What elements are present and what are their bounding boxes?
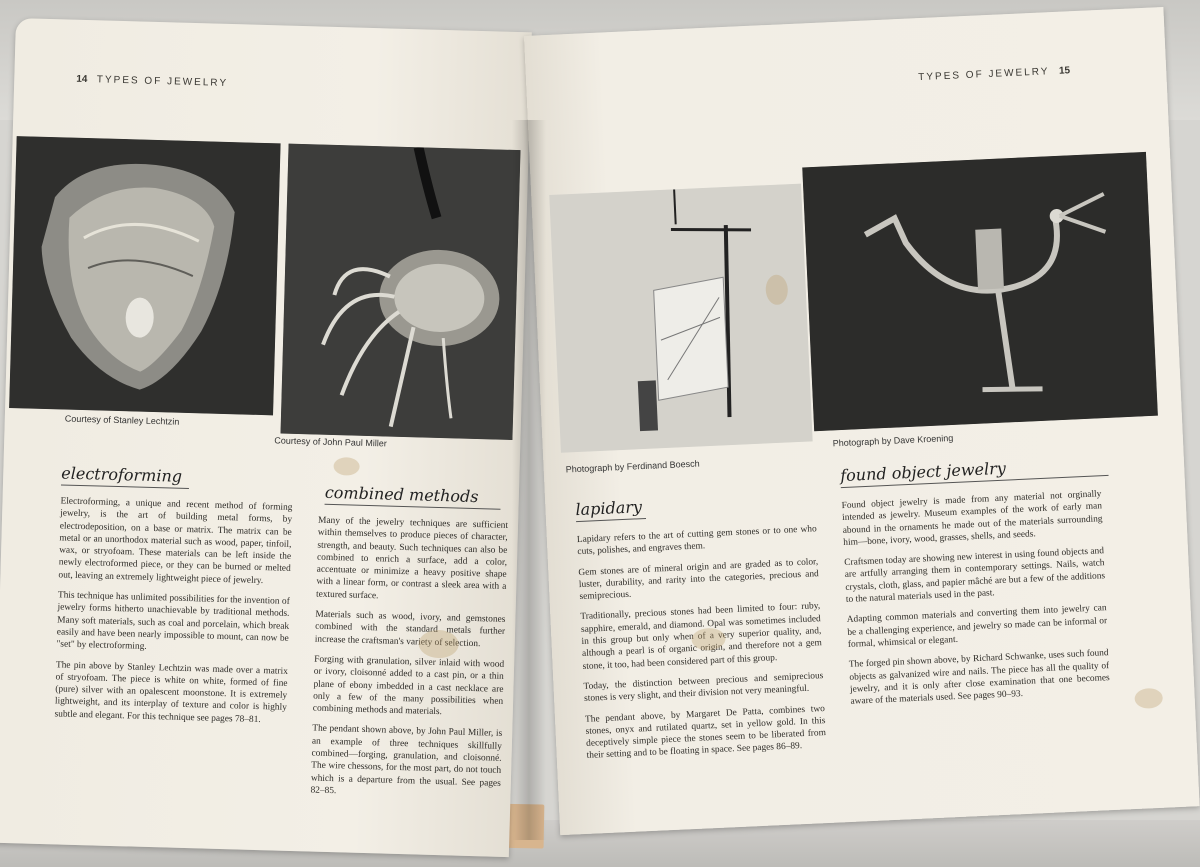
- paragraph: Craftsmen today are showing new interest in using found objects and are artfully arranging them in contemporary settings. Nails, watch crystals, cloth, glass, and papier mâché are but a few of the additions to the natural materials used in the past.: [844, 546, 1106, 606]
- left-running-head: [76, 74, 228, 89]
- found-object-body: [841, 488, 1111, 716]
- photo-electroformed-pin: [9, 136, 280, 415]
- photo-combined-pendant: [281, 144, 521, 440]
- paragraph: The pendant above, by Margaret De Patta, combines two stones, onyx and rutilated quartz, set in yellow gold. In this deceptively simple piece the stones seem to be liberated from their setting and to be floating in space. See pages 86–89.: [584, 703, 827, 762]
- caption-boesch: Photograph by Ferdinand Boesch: [565, 458, 700, 475]
- paragraph: Found object jewelry is made from any material not orginally intended as jewelry. Museum examples of the work of early man abound in the ornaments he made out of the materials surrounding him—bone, ivory, wood, grasses, shells, and seeds.: [841, 489, 1103, 548]
- paragraph: The pendant shown above, by John Paul Miller, is an example of three techniques skillfully combined—forging, granulation, and cloisonné. The wire chessons, for the most part, do not touch which is a departure from the usual. See pages 82–85.: [310, 724, 503, 797]
- right-page: [524, 7, 1200, 835]
- heading-lapidary: lapidary: [575, 497, 646, 522]
- paragraph: Materials such as wood, ivory, and gemstones combined with the standard metals further increase the craftsman's variety of selection.: [314, 609, 506, 649]
- page-number: 15: [1058, 65, 1071, 77]
- lapidary-body: [577, 523, 827, 770]
- running-head-title: TYPES OF JEWELRY: [96, 74, 229, 89]
- combined-methods-body: [310, 515, 508, 810]
- heading-electroforming: electroforming: [61, 463, 190, 489]
- right-running-head: [918, 65, 1070, 83]
- left-page: [0, 18, 532, 857]
- running-head-title: TYPES OF JEWELRY: [918, 66, 1050, 84]
- paragraph: The pin above by Stanley Lechtzin was made over a matrix of stryofoam. The piece is white on white, formed of fine (pure) silver with an opalescent moonstone. It is extremely lightweight, and its interplay of texture and color is highly subtle and elegant. For this technique see pages 78–81.: [54, 659, 289, 725]
- paragraph: Adapting common materials and converting them into jewelry can be a challenging experience, and jewelry so made can be informal or formal, whimsical or elegant.: [846, 603, 1108, 650]
- caption-lechtzin: Courtesy of Stanley Lechtzin: [64, 413, 180, 427]
- paragraph: Forging with granulation, silver inlaid with wood or ivory, cloisonné added to a cast pin, or a thin plane of ebony imbedded in a cast necklace are only a few of the many possibilities when combining methods and materials.: [312, 654, 505, 718]
- paper-stain: [1134, 688, 1163, 709]
- electroforming-body: [54, 495, 292, 734]
- paragraph: The forged pin shown above, by Richard Schwanke, uses such found objects as galvanized wire and nails. The piece has all the quality of jewelry, and it is only after close examination that one becomes aware of the materials used. See pages 90–93.: [848, 648, 1110, 708]
- paragraph: Traditionally, precious stones had been limited to four: ruby, sapphire, emerald, and diamond. Opal was sometimes included in this group but only when of a very superior quality, and, although a pearl is of organic origin, and therefore not a gem stone, it too, had been considered part of this group.: [580, 601, 823, 672]
- photo-lapidary-pendant: [549, 184, 812, 453]
- page-number: 14: [76, 73, 88, 86]
- caption-miller: Courtesy of John Paul Miller: [274, 435, 387, 449]
- heading-found-object-jewelry: found object jewelry: [840, 454, 1109, 488]
- paragraph: Lapidary refers to the art of cutting gem stones or to one who cuts, polishes, and engraves them.: [576, 524, 817, 558]
- paper-stain: [333, 457, 359, 476]
- paragraph: Today, the distinction between precious and semiprecious stones is very slight, and their division not very meaningful.: [583, 671, 824, 705]
- paragraph: Electroforming, a unique and recent method of forming jewelry, is the art of building metal forms, by electrodeposition, on a base or matrix. The matrix can be metal or an unorthodox material such as wood, paper, tinfoil, wax, or stryofoam. These materials can be left inside the newly electroformed piece, or they can be burned or melted out, leaving an extremely lightweight piece of jewelry.: [58, 496, 293, 586]
- caption-kroening: Photograph by Dave Kroening: [832, 432, 954, 449]
- paragraph: Many of the jewelry techniques are sufficient within themselves to produce pieces of character, strength, and beauty. Such techniques can also be combined to enrich a surface, add a color, accentuate or minimize a heavy positive shape with a linear form, or contrast a sleek area with a textured surface.: [315, 515, 509, 602]
- paragraph: This technique has unlimited possibilities for the invention of jewelry forms hitherto unachievable by traditional methods. Many soft materials, such as coal and porcelain, which break easily and have been nearly impossible to mount, can now be "set" by electroforming.: [56, 590, 290, 653]
- heading-combined-methods: combined methods: [325, 483, 502, 510]
- paragraph: Gem stones are of mineral origin and are graded as to color, luster, durability, and rarity into the categories, precious and semiprecious.: [578, 556, 819, 603]
- photo-found-object-pin: [802, 152, 1158, 431]
